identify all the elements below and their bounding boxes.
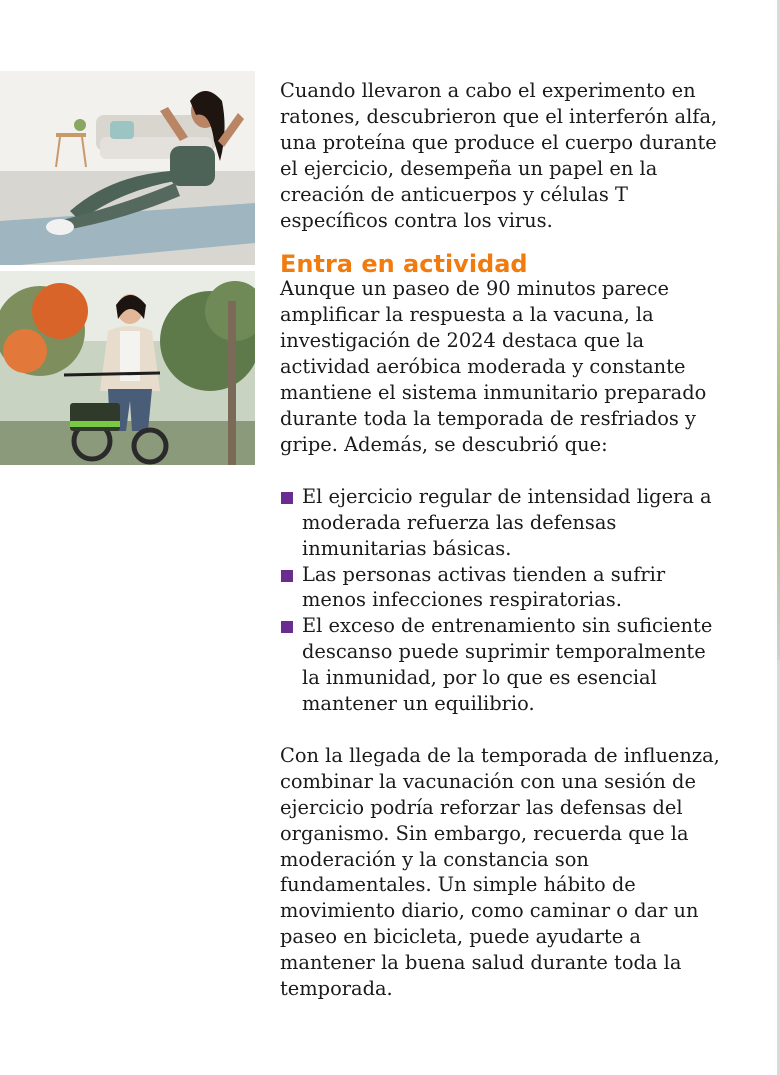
bullet-list [280, 484, 720, 717]
photo-woman-exercising [0, 71, 255, 265]
article-column [280, 78, 720, 1002]
closing-paragraph: Con la llegada de la temporada de influenza, combinar la vacunación con una sesión de ejercicio podría reforzar las defensas del organismo. Sin embargo, recuerda que la moderación y la constancia son fundamentales. Un simple hábito de movimiento diario, como caminar o dar un paseo en bicicleta, puede ayudarte a mantener la buena salud durante toda la temporada. [280, 743, 720, 1001]
bullet-square-icon [281, 492, 293, 504]
list-item-text: El ejercicio regular de intensidad ligera a moderada refuerza las defensas inmunitarias básicas. [302, 484, 712, 560]
section-heading: Entra en actividad [280, 250, 528, 279]
list-item-text: El exceso de entrenamiento sin suficiente descanso puede suprimir temporalmente la inmunidad, por lo que es esencial mantener un equilibrio. [302, 614, 713, 716]
section-paragraph: Aunque un paseo de 90 minutos parece amplificar la respuesta a la vacuna, la investigación de 2024 destaca que la actividad aeróbica moderada y constante mantiene el sistema inmunitario preparado durante toda la temporada de resfriados y gripe. Además, se descubrió que: [280, 277, 707, 456]
bullet-square-icon [281, 570, 293, 582]
bullet-square-icon [281, 621, 293, 633]
intro-paragraph: Cuando llevaron a cabo el experimento en ratones, descubrieron que el interferón alfa, una proteína que produce el cuerpo durante el ejercicio, desempeña un papel en la creación de anticuerpos y células T específicos contra los virus. [280, 79, 718, 232]
list-item-text: Las personas activas tienden a sufrir menos infecciones respiratorias. [302, 562, 666, 612]
list-item [280, 613, 720, 717]
list-item [280, 484, 720, 562]
list-item [280, 562, 720, 614]
photo-woman-bicycle [0, 271, 255, 465]
